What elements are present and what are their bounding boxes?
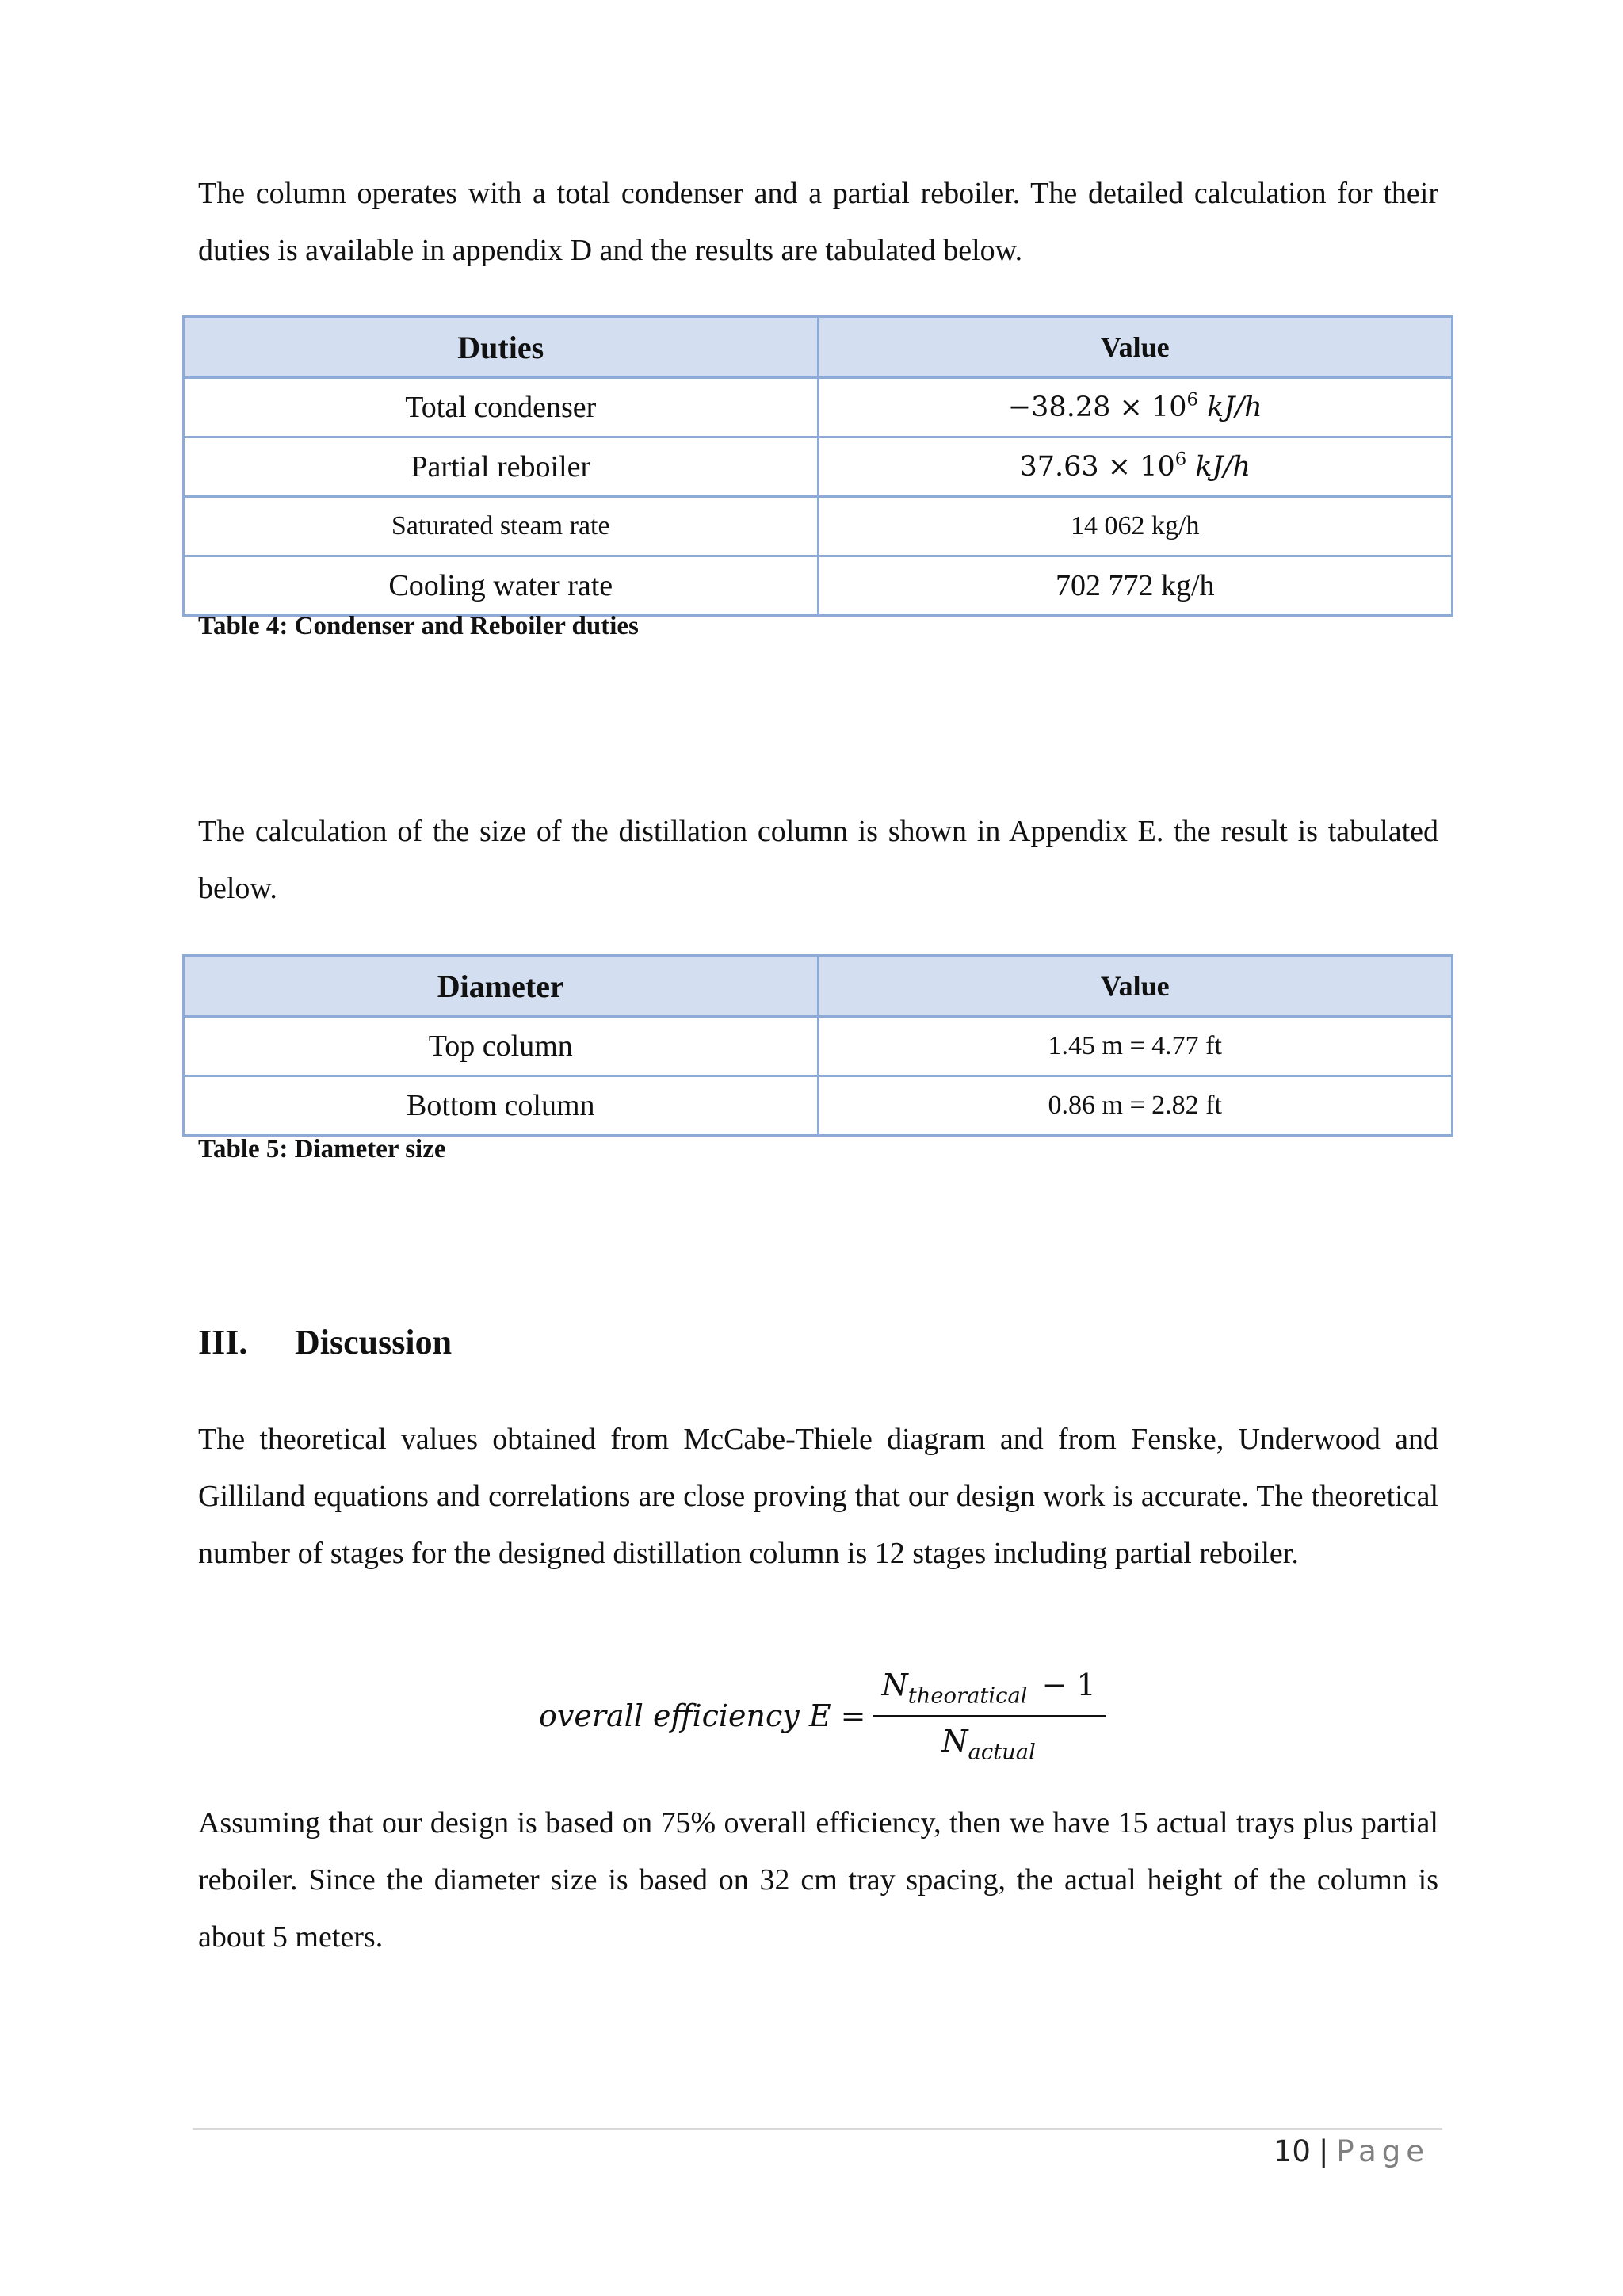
table-caption: Table 4: Condenser and Reboiler duties [198,612,639,640]
table-header-row [184,317,1453,378]
page-number: 10 [1273,2134,1311,2168]
efficiency-equation [539,1664,1101,1767]
table-row [184,1076,1453,1136]
footer-divider [193,2128,1442,2130]
section-title: Discussion [295,1323,453,1362]
paragraph-duties-intro: The column operates with a total condenser and a partial reboiler. The detailed calculation for their duties is available in appendix D and the results are tabulated below. [198,177,1438,267]
equation-numerator: $N_{theoratical} - 1$ [881,1667,1096,1709]
row-label: Cooling water rate [184,556,819,616]
table-header-row [184,956,1453,1017]
table-row [184,1017,1453,1076]
row-value: 14 062 kg/h [818,497,1453,556]
footer-separator: | [1318,2134,1329,2168]
paragraph-discussion: The theoretical values obtained from McCabe-Thiele diagram and from Fenske, Underwood and Gilliland equations and correlations are close proving that our design work is accurate. The theoretical number of stages for the designed distillation column is 12 stages including partial reboiler. [198,1423,1438,1570]
row-value: $37.63 \times 10^6$ kJ/h [818,437,1453,497]
section-number: III. [198,1323,248,1362]
column-header-duties: Duties [184,317,819,378]
row-label: Partial reboiler [184,437,819,497]
table-diameter-size [182,954,1453,1137]
equation-fraction [877,1668,1101,1764]
row-label: Bottom column [184,1076,819,1136]
page-label: Page [1336,2134,1430,2168]
table-caption: Table 5: Diameter size [198,1135,446,1163]
paragraph-efficiency: Assuming that our design is based on 75% overall efficiency, then we have 15 actual trays plus partial reboiler. Since the diameter size is based on 32 cm tray spacing, the actual height of the column is about 5 meters. [198,1806,1438,1954]
table-row [184,556,1453,616]
paragraph-diameter-intro: The calculation of the size of the distillation column is shown in Appendix E. the result is tabulated below. [198,815,1438,905]
row-value: 1.45 m = 4.77 ft [818,1017,1453,1076]
equation-denominator: $N_{actual}$ [873,1715,1106,1765]
column-header-value: Value [818,956,1453,1017]
row-value: 702 772 kg/h [818,556,1453,616]
column-header-value: Value [818,317,1453,378]
row-value: 0.86 m = 2.82 ft [818,1076,1453,1136]
table-row [184,437,1453,497]
row-label: Saturated steam rate [184,497,819,556]
table-row [184,497,1453,556]
row-label: Total condenser [184,378,819,437]
page-footer [1274,2134,1430,2168]
equation-lhs: overall efficiency E = [539,1698,866,1733]
table-row [184,378,1453,437]
section-heading [198,1322,452,1362]
table-condenser-reboiler-duties [182,315,1453,617]
row-value: $-38.28 \times 10^6$ kJ/h [818,378,1453,437]
column-header-diameter: Diameter [184,956,819,1017]
row-label: Top column [184,1017,819,1076]
